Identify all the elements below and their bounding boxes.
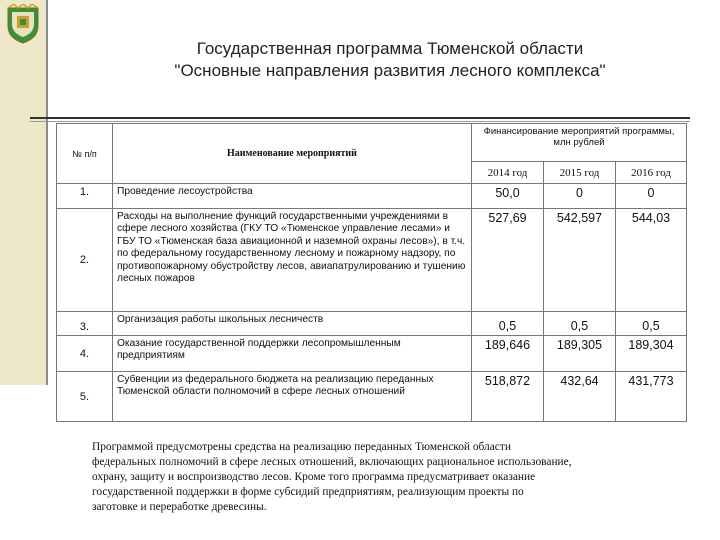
page-title-line2: "Основные направления развития лесного комплекса" [174,61,606,80]
row-value-2014: 518,872 [472,372,544,422]
table-header-row [57,124,687,162]
footer-line: федеральных полномочий в сфере лесных отношений, включающих рациональное использование, [92,456,572,468]
footer-paragraph [92,440,692,515]
program-table [56,123,687,422]
row-value-2015: 432,64 [544,372,616,422]
row-name: Проведение лесоустройства [113,184,472,209]
title-divider [30,117,690,119]
row-value-2016: 0,5 [616,312,687,336]
row-value-2016: 431,773 [616,372,687,422]
table-row [57,312,687,336]
side-stripe-divider [46,0,48,385]
table-row [57,336,687,372]
header-year-2016: 2016 год [616,162,687,184]
row-value-2016: 544,03 [616,209,687,312]
row-num: 4. [57,336,113,372]
header-financing: Финансирование мероприятий программы, млн рублей [472,124,687,162]
row-name: Оказание государственной поддержки лесопромышленным предприятиям [113,336,472,372]
header-year-2014: 2014 год [472,162,544,184]
footer-line: охрану, защиту и воспроизводство лесов. Кроме того программа предусматривает оказание [92,471,536,483]
table-row [57,372,687,422]
row-value-2014: 0,5 [472,312,544,336]
table-row [57,209,687,312]
row-value-2015: 0,5 [544,312,616,336]
row-num: 1. [57,184,113,209]
row-value-2015: 0 [544,184,616,209]
row-value-2015: 542,597 [544,209,616,312]
table-row [57,184,687,209]
header-num: № п/п [57,124,113,184]
header-year-2015: 2015 год [544,162,616,184]
row-num: 2. [57,209,113,312]
row-value-2014: 189,646 [472,336,544,372]
footer-line: заготовке и переработке древесины. [92,501,267,513]
page-title-line1: Государственная программа Тюменской области [196,39,584,58]
footer-line: Программой предусмотрены средства на реализацию переданных Тюменской области [92,441,511,453]
title-divider-thin [30,121,690,122]
row-num: 5. [57,372,113,422]
coat-of-arms-icon [6,4,40,44]
row-name: Субвенции из федерального бюджета на реализацию переданных Тюменской области полномочий в сфере лесных отношений [113,372,472,422]
row-value-2014: 527,69 [472,209,544,312]
row-value-2014: 50,0 [472,184,544,209]
row-value-2016: 189,304 [616,336,687,372]
header-name: Наименование мероприятий [113,124,472,184]
row-value-2016: 0 [616,184,687,209]
side-stripe [0,0,46,385]
row-value-2015: 189,305 [544,336,616,372]
row-name: Расходы на выполнение функций государственными учреждениями в сфере лесного хозяйства (ГКУ ТО «Тюменское управление лесами» и ГБУ ТО «Тюменская база авиационной и наземной охраны лесов»), в т.ч. по федеральному государственному лесному и пожарному надзору, по противопожарному обустройству лесов, авиапатрулированию и тушению лесных пожаров [113,209,472,312]
row-name: Организация работы школьных лесничеств [113,312,472,336]
row-num: 3. [57,312,113,336]
footer-line: государственной поддержки в форме субсидий предприятиям, реализующим проекты по [92,486,524,498]
